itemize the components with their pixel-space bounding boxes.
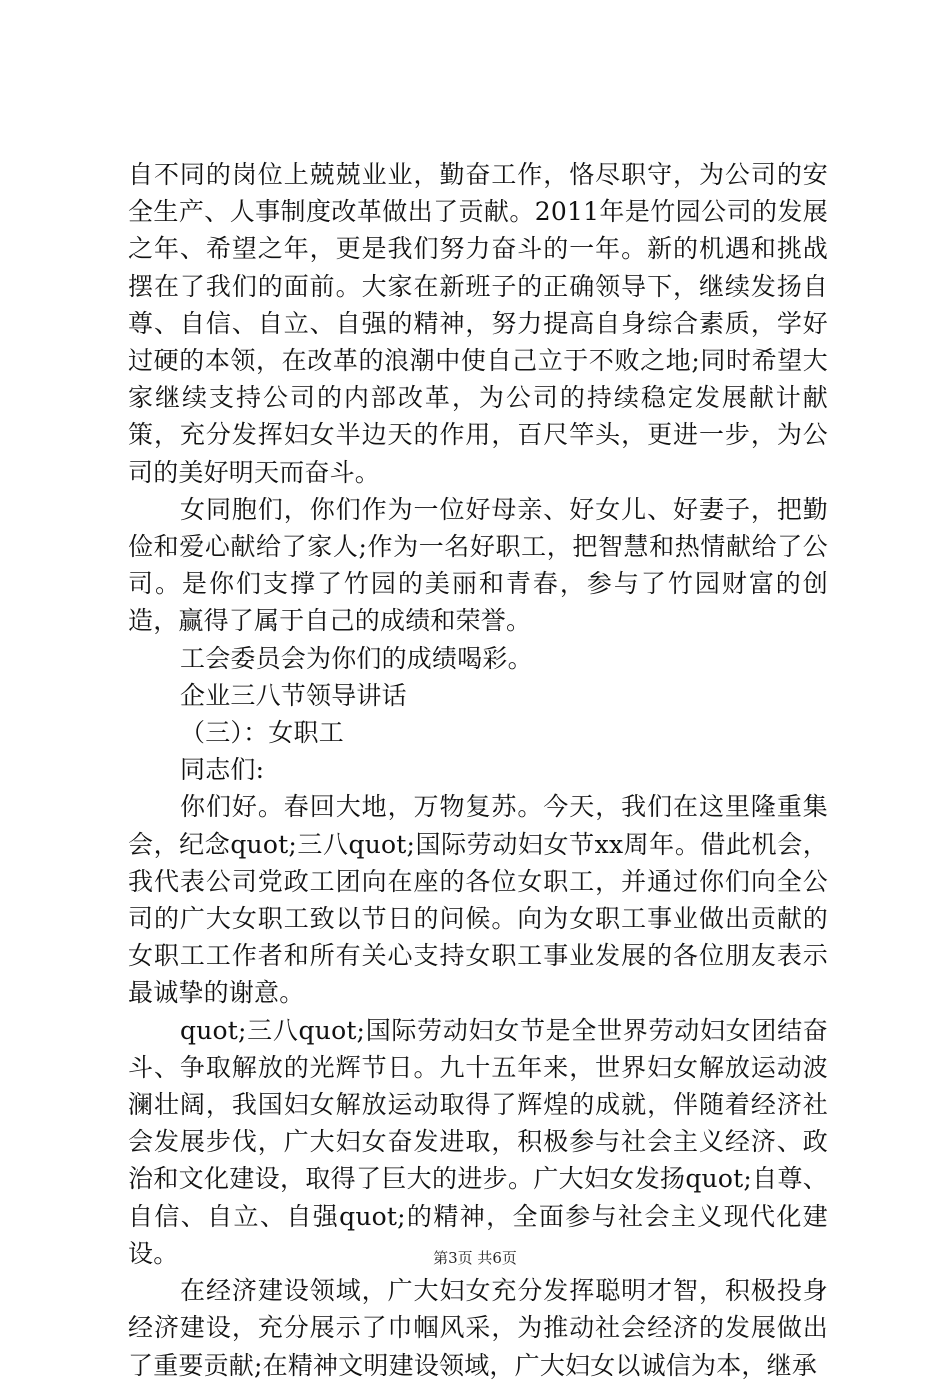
paragraph-9: 在经济建设领域，广大妇女充分发挥聪明才智，积极投身经济建设，充分展示了巾帼风采，为推动社会经济的发展做出了重要贡献;在精神文明建设领域，广大妇女以诚信为本，继承 xyxy=(128,1276,828,1380)
section-subheading: （三）：女职工 xyxy=(180,718,344,748)
paragraph-8: quot;三八quot;国际劳动妇女节是全世界劳动妇女团结奋斗、争取解放的光辉节日。九十五年来，世界妇女解放运动波澜壮阔，我国妇女解放运动取得了辉煌的成就，伴随着经济社会发展步伐，广大妇女奋发进取，积极参与社会主义经济、政治和文化建设，取得了巨大的进步。广大妇女发扬quot;自尊、自信、自立、自强quot;的精神，全面参与社会主义现代化建设。 xyxy=(128,1015,828,1268)
paragraph-3: 工会委员会为你们的成绩喝彩。 xyxy=(180,643,533,673)
paragraph-7: 你们好。春回大地，万物复苏。今天，我们在这里隆重集会，纪念quot;三八quot;国际劳动妇女节xx周年。借此机会，我代表公司党政工团向在座的各位女职工，并通过你们向全公司的广大女职工致以节日的问候。向为女职工事业做出贡献的女职工工作者和所有关心支持女职工事业发展的各位朋友表示最诚挚的谢意。 xyxy=(128,792,828,1008)
paragraph-2: 女同胞们，你们作为一位好母亲、好女儿、好妻子，把勤俭和爱心献给了家人;作为一名好职工，把智慧和热情献给了公司。是你们支撑了竹园的美丽和青春，参与了竹园财富的创造，赢得了属于自己的成绩和荣誉。 xyxy=(128,494,828,636)
salutation: 同志们: xyxy=(180,755,265,785)
paragraph-1: 自不同的岗位上兢兢业业，勤奋工作，恪尽职守，为公司的安全生产、人事制度改革做出了贡献。2011年是竹园公司的发展之年、希望之年，更是我们努力奋斗的一年。新的机遇和挑战摆在了我们的面前。大家在新班子的正确领导下，继续发扬自尊、自信、自立、自强的精神，努力提高自身综合素质，学好过硬的本领，在改革的浪潮中使自己立于不败之地;同时希望大家继续支持公司的内部改革，为公司的持续稳定发展献计献策，充分发挥妇女半边天的作用，百尺竿头，更进一步，为公司的美好明天而奋斗。 xyxy=(128,160,828,487)
page-number-footer: 第3页 共6页 xyxy=(433,1249,517,1267)
document-body xyxy=(128,156,828,1384)
section-heading: 企业三八节领导讲话 xyxy=(180,680,407,710)
